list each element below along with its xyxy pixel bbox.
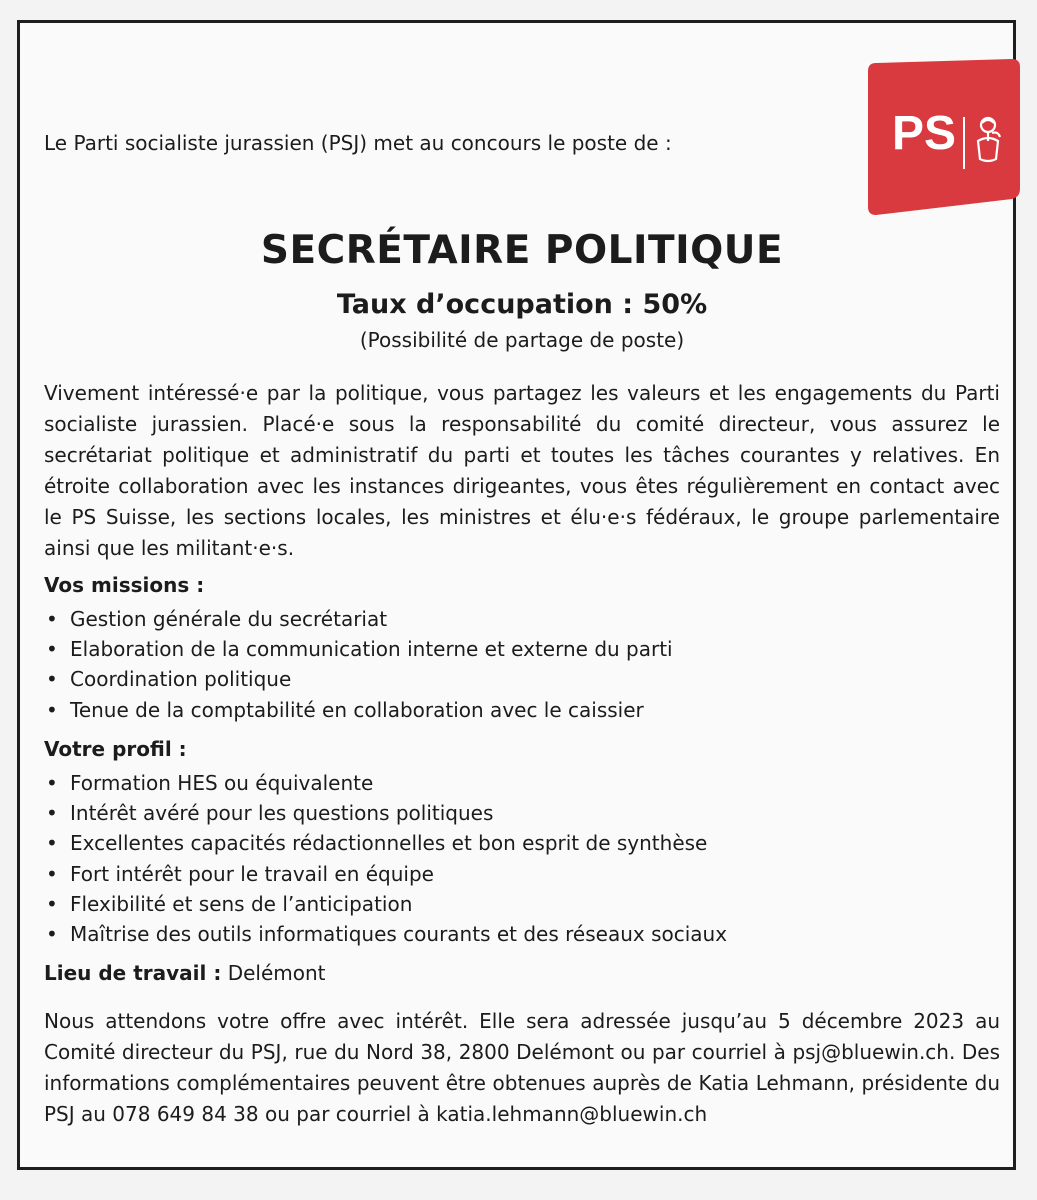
workplace-label: Lieu de travail : bbox=[44, 961, 222, 985]
workplace-value: Delémont bbox=[227, 961, 326, 985]
bullet-icon: • bbox=[46, 801, 58, 826]
list-item: • Intérêt avéré pour les questions politiques bbox=[44, 798, 727, 828]
bullet-icon: • bbox=[46, 771, 58, 795]
bullet-icon: • bbox=[46, 922, 58, 947]
list-item: • Coordination politique bbox=[44, 664, 673, 694]
bullet-icon: • bbox=[46, 891, 58, 916]
list-item: • Tenue de la comptabilité en collaboration avec le caissier bbox=[44, 695, 673, 725]
bullet-icon: • bbox=[46, 637, 58, 662]
profile-list bbox=[44, 768, 727, 949]
ps-logo-letters: PS bbox=[892, 107, 957, 160]
intro-text: Le Parti socialiste jurassien (PSJ) met au concours le poste de : bbox=[44, 131, 672, 155]
bullet-icon: • bbox=[46, 607, 58, 631]
job-title: SECRÉTAIRE POLITIQUE bbox=[260, 228, 784, 273]
bullet-icon: • bbox=[46, 861, 58, 886]
description-paragraph: Vivement intéressé·e par la politique, vous partagez les valeurs et les engagements du Parti socialiste jurassien. Placé·e sous la responsabilité du comité directeur, vous assurez le secrétariat politique et administratif du parti et toutes les tâches courantes y relatives. En étroite collaboration avec les instances dirigeantes, vous êtes régulièrement en contact avec le PS Suisse, les sections locales, les ministres et élu·e·s fédéraux, le groupe parlementaire ainsi que les militant·e·s. bbox=[44, 381, 1000, 560]
list-item: • Elaboration de la communication interne et externe du parti bbox=[44, 634, 673, 664]
list-item: • Flexibilité et sens de l’anticipation bbox=[44, 889, 727, 919]
list-item: • Gestion générale du secrétariat bbox=[44, 604, 673, 634]
closing-paragraph: Nous attendons votre offre avec intérêt. Elle sera adressée jusqu’au 5 décembre 2023 au Comité directeur du PSJ, rue du Nord 38, 2800 Delémont ou par courriel à psj@bluewin.ch. Des informations complémentaires peuvent être obtenues auprès de Katia Lehmann, présidente du PSJ au 078 649 84 38 ou par courriel à katia.lehmann@bluewin.ch bbox=[44, 1009, 1000, 1126]
ps-logo bbox=[866, 59, 1022, 215]
list-item: • Excellentes capacités rédactionnelles et bon esprit de synthèse bbox=[44, 828, 727, 858]
bullet-icon: • bbox=[46, 831, 58, 856]
bullet-icon: • bbox=[46, 667, 58, 692]
occupation-rate: Taux d’occupation : 50% bbox=[336, 289, 708, 320]
job-posting-frame bbox=[17, 20, 1016, 1170]
missions-title: Vos missions : bbox=[44, 573, 205, 597]
missions-list bbox=[44, 604, 673, 725]
list-item: • Formation HES ou équivalente bbox=[44, 768, 727, 798]
workplace bbox=[44, 961, 326, 985]
bullet-icon: • bbox=[46, 697, 58, 722]
list-item: • Fort intérêt pour le travail en équipe bbox=[44, 859, 727, 889]
job-sharing-note: (Possibilité de partage de poste) bbox=[359, 328, 685, 352]
profile-title: Votre profil : bbox=[44, 737, 187, 761]
list-item: • Maîtrise des outils informatiques courants et des réseaux sociaux bbox=[44, 919, 727, 949]
